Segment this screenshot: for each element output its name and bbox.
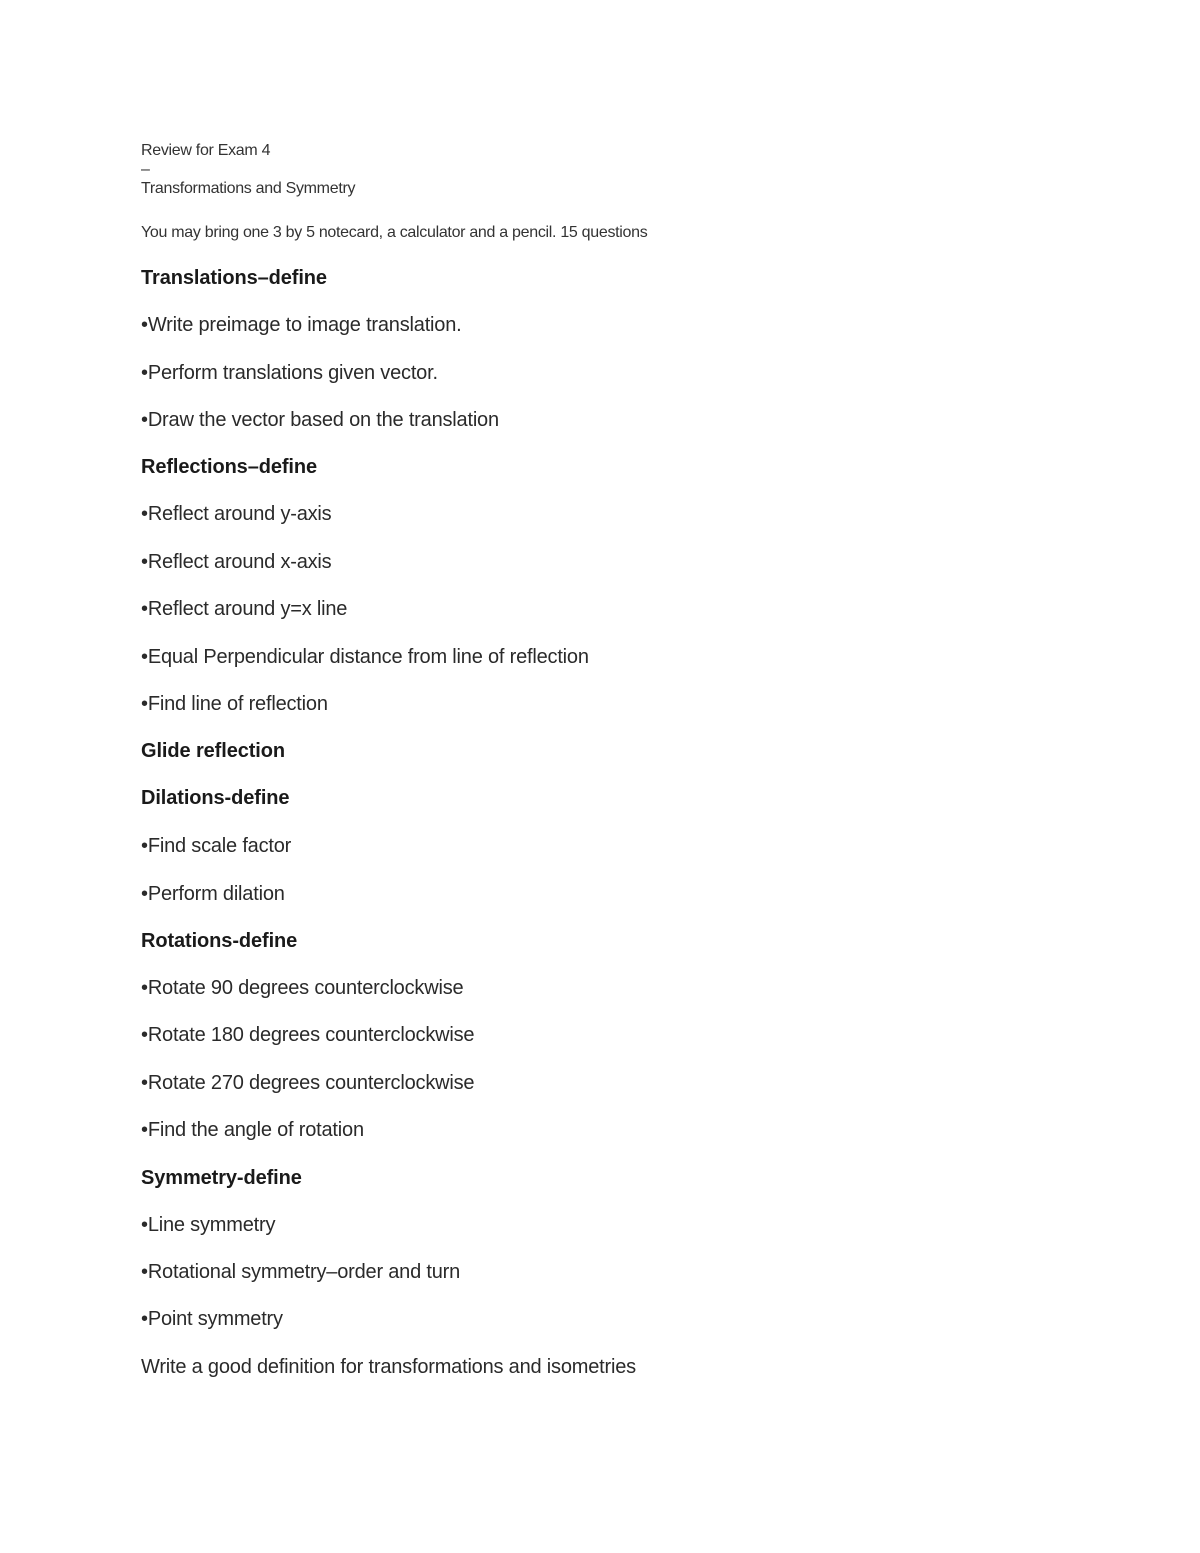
- list-item-text: Perform dilation: [147, 883, 285, 905]
- bullet: •: [141, 977, 148, 999]
- bullet: •: [141, 1261, 148, 1283]
- list-item-text: Find scale factor: [147, 835, 292, 857]
- list-item-text: Point symmetry: [147, 1308, 283, 1330]
- section-heading-symmetry: Symmetry-define: [141, 1167, 302, 1189]
- list-item: [141, 1309, 283, 1329]
- list-item-text: Draw the vector based on the translation: [147, 409, 499, 431]
- bullet: •: [141, 835, 148, 857]
- bullet: •: [141, 1072, 148, 1094]
- list-item-text: Reflect around y-axis: [147, 503, 332, 525]
- document-subtitle: Transformations and Symmetry: [141, 180, 356, 197]
- closing-instruction: Write a good definition for transformations and isometries: [141, 1356, 636, 1378]
- list-item: [141, 1262, 460, 1282]
- title-dash: –: [141, 161, 150, 178]
- list-item: [141, 504, 331, 524]
- list-item: [141, 552, 331, 572]
- bullet: •: [141, 409, 148, 431]
- bullet: •: [141, 883, 148, 905]
- list-item-text: Rotate 270 degrees counterclockwise: [147, 1072, 475, 1094]
- exam-instructions: You may bring one 3 by 5 notecard, a calculator and a pencil. 15 questions: [141, 224, 648, 241]
- list-item: [141, 363, 438, 383]
- list-item-text: Equal Perpendicular distance from line of reflection: [147, 646, 589, 668]
- bullet: •: [141, 314, 148, 336]
- list-item: [141, 410, 499, 430]
- section-heading-dilations: Dilations-define: [141, 787, 290, 809]
- section-heading-reflections: Reflections–define: [141, 456, 318, 478]
- bullet: •: [141, 1024, 148, 1046]
- section-heading-rotations: Rotations-define: [141, 930, 298, 952]
- bullet: •: [141, 1308, 148, 1330]
- bullet: •: [141, 362, 148, 384]
- bullet: •: [141, 551, 148, 573]
- bullet: •: [141, 693, 148, 715]
- list-item-text: Find line of reflection: [147, 693, 328, 715]
- bullet: •: [141, 646, 148, 668]
- list-item: [141, 1073, 474, 1093]
- list-item: [141, 599, 347, 619]
- list-item: [141, 647, 589, 667]
- section-heading-glide: Glide reflection: [141, 740, 285, 762]
- list-item-text: Reflect around x-axis: [147, 551, 332, 573]
- section-heading-translations: Translations–define: [141, 267, 327, 289]
- list-item: [141, 694, 328, 714]
- bullet: •: [141, 598, 148, 620]
- list-item: [141, 884, 285, 904]
- bullet: •: [141, 1214, 148, 1236]
- list-item-text: Find the angle of rotation: [147, 1119, 364, 1141]
- list-item-text: Write preimage to image translation.: [147, 314, 462, 336]
- bullet: •: [141, 503, 148, 525]
- bullet: •: [141, 1119, 148, 1141]
- list-item: [141, 1120, 364, 1140]
- list-item: [141, 315, 462, 335]
- list-item: [141, 836, 291, 856]
- list-item-text: Reflect around y=x line: [147, 598, 348, 620]
- list-item: [141, 978, 463, 998]
- list-item-text: Rotate 180 degrees counterclockwise: [147, 1024, 475, 1046]
- list-item-text: Rotate 90 degrees counterclockwise: [147, 977, 464, 999]
- document-title: Review for Exam 4: [141, 142, 271, 159]
- list-item: [141, 1025, 474, 1045]
- list-item-text: Line symmetry: [147, 1214, 276, 1236]
- list-item-text: Rotational symmetry–order and turn: [147, 1261, 461, 1283]
- list-item: [141, 1215, 275, 1235]
- list-item-text: Perform translations given vector.: [147, 362, 438, 384]
